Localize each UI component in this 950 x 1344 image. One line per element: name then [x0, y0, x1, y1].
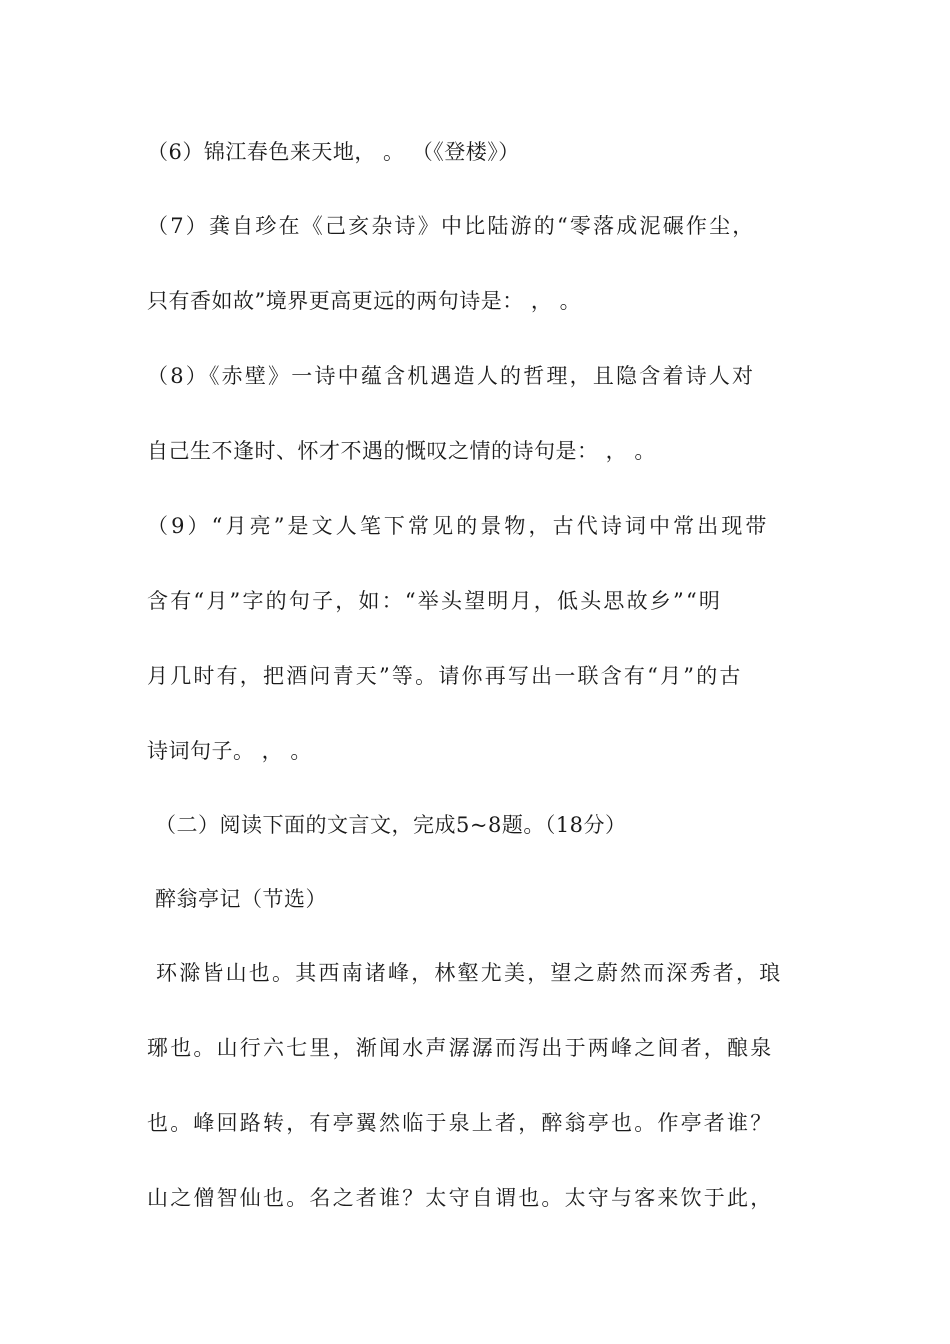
passage-line-4: 山之僧智仙也。名之者谁？太守自谓也。太守与客来饮于此，: [147, 1186, 774, 1210]
question-9-line-2: 含有“月”字的句子，如：“举头望明月，低头思故乡”“明: [147, 589, 723, 613]
question-8-line-1: （8）《赤壁》一诗中蕴含机遇造人的哲理，且隐含着诗人对: [147, 364, 756, 388]
question-9-line-3: 月几时有，把酒问青天”等。请你再写出一联含有“月”的古: [147, 664, 743, 688]
passage-title: 醉翁亭记（节选）: [155, 887, 327, 911]
question-9-line-4: 诗词句子。 ， 。: [147, 739, 312, 763]
passage-line-3: 也。峰回路转，有亭翼然临于泉上者，醉翁亭也。作亭者谁？: [147, 1111, 774, 1135]
question-8-line-2: 自己生不逢时、怀才不遇的慨叹之情的诗句是： ， 。: [147, 439, 656, 463]
question-7-line-1: （7）龚自珍在《己亥杂诗》中比陆游的“零落成泥碾作尘，: [147, 214, 756, 238]
question-6-line: （6）锦江春色来天地， 。 （《登楼》）: [147, 140, 520, 164]
section-2-heading: （二）阅读下面的文言文，完成5~8题。（18分）: [155, 813, 627, 837]
passage-line-1: 环滁皆山也。其西南诸峰，林壑尤美，望之蔚然而深秀者，琅: [156, 961, 783, 985]
question-9-line-1: （9）“月亮”是文人笔下常见的景物，古代诗词中常出现带: [147, 514, 770, 538]
question-7-line-2: 只有香如故”境界更高更远的两句诗是： ， 。: [147, 289, 582, 313]
passage-line-2: 琊也。山行六七里，渐闻水声潺潺而泻出于两峰之间者，酿泉: [147, 1036, 774, 1060]
